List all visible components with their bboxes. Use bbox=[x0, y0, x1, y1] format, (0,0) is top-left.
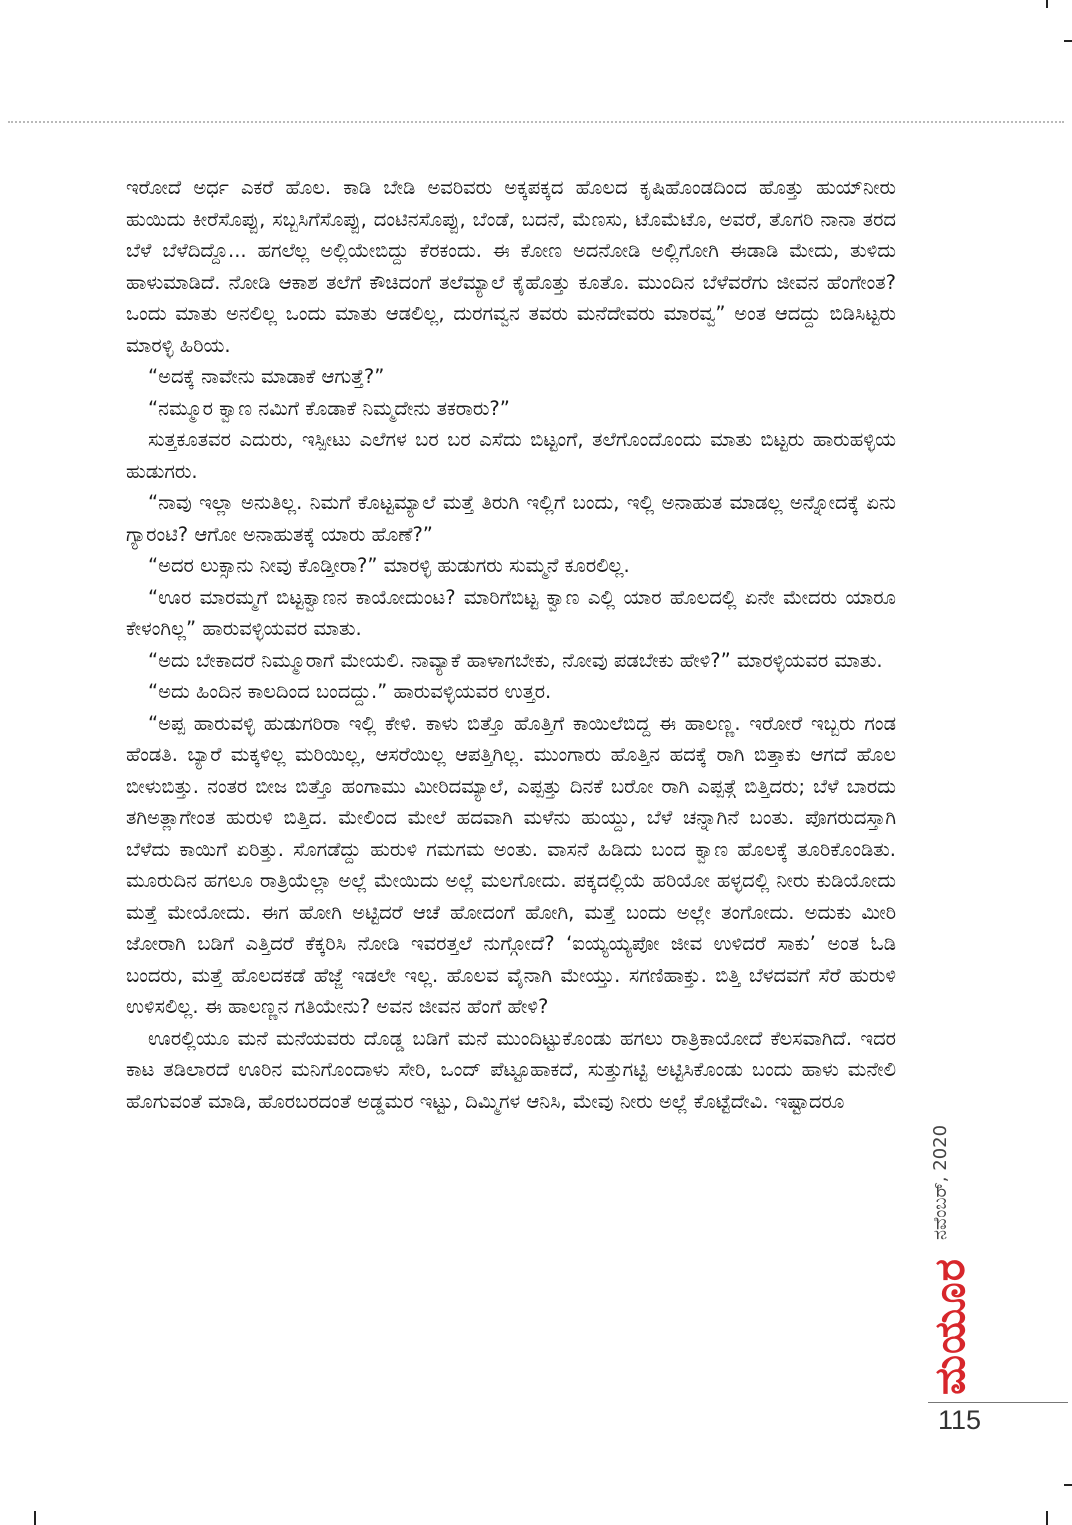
crop-mark-bottom-left bbox=[34, 1511, 36, 1525]
article-paragraph: “ಅದು ಹಿಂದಿನ ಕಾಲದಿಂದ ಬಂದದ್ದು.” ಹಾರುವಳ್ಳಿಯವರ ಉತ್ತರ. bbox=[148, 680, 552, 703]
article-body bbox=[126, 172, 896, 1117]
magazine-logo: ಮಯೂರ bbox=[925, 1258, 974, 1395]
article-paragraph: “ಅದರ ಲುಕ್ಸಾನು ನೀವು ಕೊಡ್ತೀರಾ?” ಮಾರಳ್ಳಿ ಹುಡುಗರು ಸುಮ್ಮನೆ ಕೂರಲಿಲ್ಲ. bbox=[148, 554, 630, 577]
issue-date: ನವೆಂಬರ್, 2020 bbox=[930, 1124, 951, 1240]
article-paragraph: “ಅದಕ್ಕೆ ನಾವೇನು ಮಾಡಾಕೆ ಆಗುತ್ತೆ?” bbox=[148, 365, 385, 388]
crop-mark-bottom-right bbox=[1046, 1511, 1048, 1525]
article-paragraph: ಇರೋದೆ ಅರ್ಧ ಎಕರೆ ಹೊಲ. ಕಾಡಿ ಬೇಡಿ ಅವರಿವರು ಅಕ್ಕಪಕ್ಕದ ಹೊಲದ ಕೃಷಿಹೊಂಡದಿಂದ ಹೊತ್ತು ಹುಯ್‌ನೀರು ಹುಯಿದು ಕೀರೆಸೊಪ್ಪು, ಸಬ್ಬಸಿಗೆಸೊಪ್ಪು, ದಂಟಿನಸೊಪ್ಪು, ಬೆಂಡೆ, ಬದನೆ, ಮೆಣಸು, ಟೊಮೆಟೊ, ಅವರೆ, ತೊಗರಿ ನಾನಾ ತರದ ಬೆಳೆ ಬೆಳೆದಿದ್ದೊ... ಹಗಲೆಲ್ಲ ಅಲ್ಲಿಯೇಬಿದ್ದು ಕೆರಕಂದು. ಈ ಕೋಣ ಅದನೋಡಿ ಅಲ್ಲಿಗೋಗಿ ಈಡಾಡಿ ಮೇದು, ತುಳಿದು ಹಾಳುಮಾಡಿದೆ. ನೋಡಿ ಆಕಾಶ ತಲೆಗೆ ಕೌಚಿದಂಗೆ ತಲೆಮ್ಯಾಲೆ ಕೈಹೊತ್ತು ಕೂತೊ. ಮುಂದಿನ ಬೆಳೆವರೆಗು ಜೀವನ ಹೆಂಗೇಂತ? ಒಂದು ಮಾತು ಅನಲಿಲ್ಲ ಒಂದು ಮಾತು ಆಡಲಿಲ್ಲ, ದುರಗವ್ವನ ತವರು ಮನೆದೇವರು ಮಾರವ್ವ” ಅಂತ ಆದದ್ದು ಬಿಡಿಸಿಟ್ಟರು ಮಾರಳ್ಳಿ ಹಿರಿಯ. bbox=[126, 176, 896, 357]
article-paragraph: “ನಾವು ಇಲ್ಲಾ ಅನುತಿಲ್ಲ. ನಿಮಗೆ ಕೊಟ್ಟಮ್ಯಾಲೆ ಮತ್ತೆ ತಿರುಗಿ ಇಲ್ಲಿಗೆ ಬಂದು, ಇಲ್ಲಿ ಅನಾಹುತ ಮಾಡಲ್ಲ ಅನ್ನೋದಕ್ಕೆ ಏನು ಗ್ಯಾರಂಟಿ? ಆಗೋ ಅನಾಹುತಕ್ಕೆ ಯಾರು ಹೊಣೆ?” bbox=[126, 491, 896, 546]
article-paragraph: “ನಮ್ಮೂರ ಕ್ವಾಣ ನಮಿಗೆ ಕೊಡಾಕೆ ನಿಮ್ಮದೇನು ತಕರಾರು?” bbox=[148, 396, 510, 420]
crop-mark-right-upper bbox=[1064, 40, 1072, 42]
crop-mark-top-right bbox=[1046, 0, 1048, 8]
article-paragraph: “ಅದು ಬೇಕಾದರೆ ನಿಮ್ಮೂರಾಗೆ ಮೇಯಲಿ. ನಾವ್ಯಾಕೆ ಹಾಳಾಗಬೇಕು, ನೋವು ಪಡಬೇಕು ಹೇಳಿ?” ಮಾರಳ್ಳಿಯವರ ಮಾತು. bbox=[148, 648, 883, 672]
page-number-rule bbox=[928, 1402, 1068, 1403]
article-paragraph: ಊರಲ್ಲಿಯೂ ಮನೆ ಮನೆಯವರು ದೊಡ್ಡ ಬಡಿಗೆ ಮನೆ ಮುಂದಿಟ್ಟುಕೊಂಡು ಹಗಲು ರಾತ್ರಿಕಾಯೋದೆ ಕೆಲಸವಾಗಿದೆ. ಇದರ ಕಾಟ ತಡಿಲಾರದೆ ಊರಿನ ಮನಿಗೊಂದಾಳು ಸೇರಿ, ಒಂದ್ ಪೆಟ್ಟೂಹಾಕದೆ, ಸುತ್ತುಗಟ್ಟಿ ಅಟ್ಟಿಸಿಕೊಂಡು ಬಂದು ಹಾಳು ಮನೇಲಿ ಹೊಗುವಂತೆ ಮಾಡಿ, ಹೊರಬರದಂತೆ ಅಡ್ಡಮರ ಇಟ್ಟು, ದಿಮ್ಮಿಗಳ ಆನಿಸಿ, ಮೇವು ನೀರು ಅಲ್ಲೆ ಕೊಟ್ಟೆದೇವಿ. ಇಷ್ಟಾದರೂ bbox=[126, 1026, 896, 1113]
page-number: 115 bbox=[938, 1405, 982, 1435]
header-dotted-rule bbox=[8, 121, 1064, 123]
crop-mark-right-lower bbox=[1064, 1484, 1072, 1486]
article-paragraph: “ಅಪ್ಪ ಹಾರುವಳ್ಳಿ ಹುಡುಗರಿರಾ ಇಲ್ಲಿ ಕೇಳಿ. ಕಾಳು ಬಿತ್ತೊ ಹೊತ್ತಿಗೆ ಕಾಯಿಲೆಬಿದ್ದ ಈ ಹಾಲಣ್ಣ. ಇರೋರೆ ಇಬ್ಬರು ಗಂಡ ಹೆಂಡತಿ. ಬ್ಯಾರೆ ಮಕ್ಕಳಿಲ್ಲ ಮರಿಯಿಲ್ಲ, ಆಸರೆಯಿಲ್ಲ ಆಪತ್ತಿಗಿಲ್ಲ. ಮುಂಗಾರು ಹೊತ್ತಿನ ಹದಕ್ಕೆ ರಾಗಿ ಬಿತ್ತಾಕು ಆಗದೆ ಹೊಲ ಬೀಳುಬಿತ್ತು. ನಂತರ ಬೀಜ ಬಿತ್ತೊ ಹಂಗಾಮು ಮೀರಿದಮ್ಯಾಲೆ, ಎಪ್ಪತ್ತು ದಿನಕೆ ಬರೋ ರಾಗಿ ಎಪ್ಪತ್ಗೆ ಬಿತ್ತಿದರು; ಬೆಳೆ ಬಾರದು ತಗಿಅತ್ಲಾಗೇಂತ ಹುರುಳಿ ಬಿತ್ತಿದ. ಮೇಲಿಂದ ಮೇಲೆ ಹದವಾಗಿ ಮಳೆನು ಹುಯ್ದು, ಬೆಳೆ ಚನ್ನಾಗಿನೆ ಬಂತು. ಪೊಗರುದಸ್ತಾಗಿ ಬೆಳೆದು ಕಾಯಿಗೆ ಏರಿತ್ತು. ಸೊಗಡೆದ್ದು ಹುರುಳಿ ಗಮಗಮ ಅಂತು. ವಾಸನೆ ಹಿಡಿದು ಬಂದ ಕ್ವಾಣ ಹೊಲಕ್ಕೆ ತೂರಿಕೊಂಡಿತು. ಮೂರುದಿನ ಹಗಲೂ ರಾತ್ರಿಯೆಲ್ಲಾ ಅಲ್ಲೆ ಮೇಯಿದು ಅಲ್ಲೆ ಮಲಗೋದು. ಪಕ್ಕದಲ್ಲಿಯೆ ಹರಿಯೋ ಹಳ್ಳದಲ್ಲಿ ನೀರು ಕುಡಿಯೋದು ಮತ್ತೆ ಮೇಯೋದು. ಈಗ ಹೋಗಿ ಅಟ್ಟಿದರೆ ಆಚೆ ಹೋದಂಗೆ ಹೋಗಿ, ಮತ್ತೆ ಬಂದು ಅಲ್ಲೇ ತಂಗೋದು. ಅದುಕು ಮೀರಿ ಜೋರಾಗಿ ಬಡಿಗೆ ಎತ್ತಿದರೆ ಕೆಕ್ಕರಿಸಿ ನೋಡಿ ಇವರತ್ತಲೆ ನುಗ್ಗೋದೆ? ‘ಐಯ್ಯಯ್ಯಪೋ ಜೀವ ಉಳಿದರೆ ಸಾಕು’ ಅಂತ ಓಡಿ ಬಂದರು, ಮತ್ತೆ ಹೊಲದಕಡೆ ಹೆಜ್ಜೆ ಇಡಲೇ ಇಲ್ಲ. ಹೊಲವ ವೈನಾಗಿ ಮೇಯ್ತು. ಸಗಣಿಹಾಕ್ತು. ಬಿತ್ತಿ ಬೆಳದವಗೆ ಸೆರೆ ಹುರುಳಿ ಉಳಿಸಲಿಲ್ಲ. ಈ ಹಾಲಣ್ಣನ ಗತಿಯೇನು? ಅವನ ಜೀವನ ಹೆಂಗೆ ಹೇಳಿ? bbox=[126, 711, 896, 1018]
article-paragraph: “ಊರ ಮಾರಮ್ಮಗೆ ಬಿಟ್ಟಕ್ವಾಣನ ಕಾಯೋದುಂಟ? ಮಾರಿಗೆಬಿಟ್ಟ ಕ್ವಾಣ ಎಲ್ಲಿ ಯಾರ ಹೊಲದಲ್ಲಿ ಏನೇ ಮೇದರು ಯಾರೂ ಕೇಳಂಗಿಲ್ಲ” ಹಾರುವಳ್ಳಿಯವರ ಮಾತು. bbox=[126, 585, 896, 640]
article-paragraph: ಸುತ್ತಕೂತವರ ಎದುರು, ಇಸ್ಪೀಟು ಎಲೆಗಳ ಬರ ಬರ ಎಸೆದು ಬಿಟ್ಟಂಗೆ, ತಲೆಗೊಂದೊಂದು ಮಾತು ಬಿಟ್ಟರು ಹಾರುಹಳ್ಳಿಯ ಹುಡುಗರು. bbox=[126, 428, 896, 483]
